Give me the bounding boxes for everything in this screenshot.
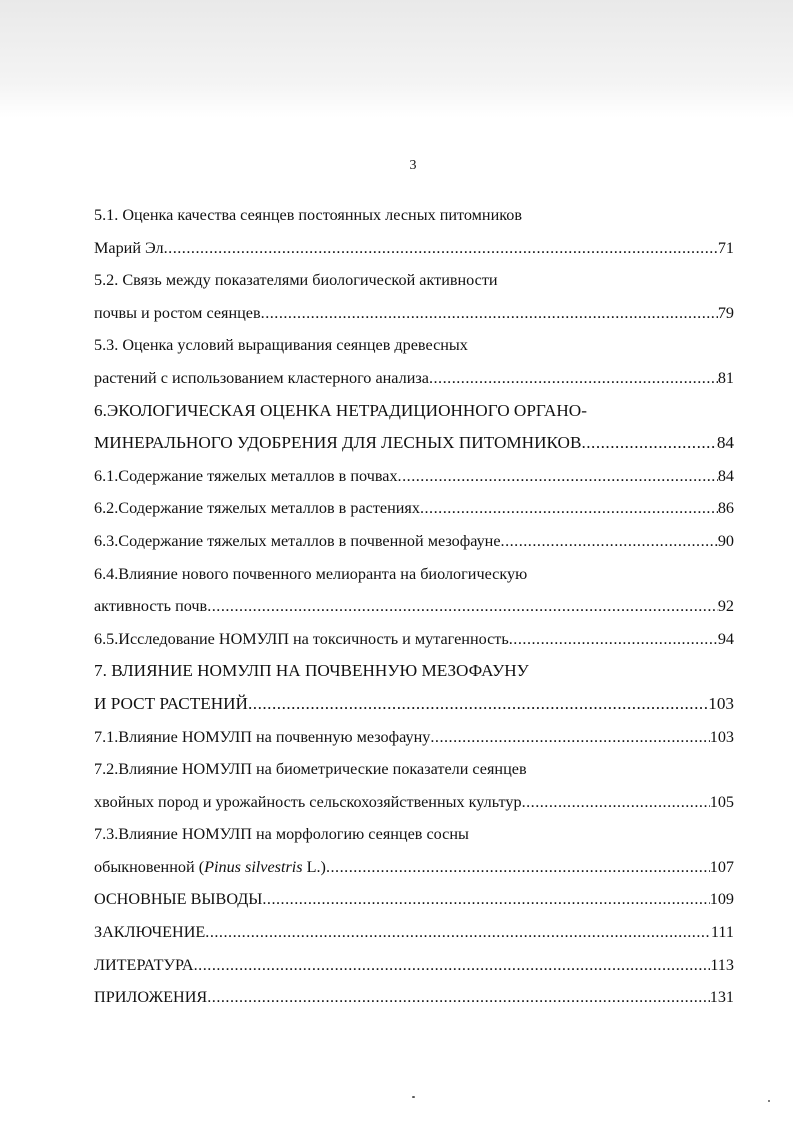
dot-leader	[429, 362, 718, 395]
dot-leader	[509, 623, 718, 656]
toc-line	[94, 297, 734, 330]
dot-leader	[262, 883, 709, 916]
toc-entry-text-before: обыкновенной (	[94, 857, 205, 876]
scan-speck	[768, 1100, 770, 1102]
toc-line	[94, 395, 734, 428]
toc-page-number: 84	[716, 433, 734, 453]
toc-entry-text	[94, 851, 326, 884]
toc-line	[94, 558, 734, 591]
toc-entry-text: ПРИЛОЖЕНИЯ	[94, 988, 208, 1007]
toc-line	[94, 916, 734, 949]
toc-line	[94, 753, 734, 786]
toc-entry-text: ЛИТЕРАТУРА	[94, 955, 194, 974]
toc-line	[94, 655, 734, 688]
page-number: 3	[409, 158, 417, 173]
toc-entry-text: хвойных пород и урожайность сельскохозяйственных культур	[94, 792, 522, 811]
dot-leader	[420, 492, 718, 525]
toc-entry-text: почвы и ростом сеянцев	[94, 303, 261, 322]
toc-entry-text: Марий Эл	[94, 238, 164, 257]
dot-leader	[398, 460, 718, 493]
toc-entry-text: 6.5.Исследование НОМУЛП на токсичность и мутагенность	[94, 629, 509, 648]
toc-page-number: 131	[709, 988, 734, 1007]
toc-entry-text: 7.3.Влияние НОМУЛП на морфологию сеянцев сосны	[94, 825, 469, 844]
latin-species-name: Pinus silvestris	[204, 857, 303, 876]
toc-page-number: 94	[717, 629, 734, 648]
toc-entry-text: 5.1. Оценка качества сеянцев постоянных лесных питомников	[94, 206, 523, 224]
toc-line	[94, 329, 734, 362]
toc-page-number: 105	[709, 792, 734, 811]
toc-line	[94, 883, 734, 916]
dot-leader	[207, 981, 710, 1014]
toc-entry-text: 5.3. Оценка условий выращивания сеянцев древесных	[94, 336, 468, 355]
toc-line	[94, 786, 734, 819]
toc-page-number: 71	[717, 238, 734, 257]
table-of-contents	[94, 199, 734, 1014]
toc-page-number: 90	[717, 531, 734, 550]
toc-page-number: 92	[717, 597, 734, 616]
toc-entry-text: растений с использованием кластерного анализа	[94, 368, 429, 387]
toc-page-number: 109	[709, 890, 734, 909]
toc-entry-text: 7. ВЛИЯНИЕ НОМУЛП НА ПОЧВЕННУЮ МЕЗОФАУНУ	[94, 661, 529, 681]
toc-entry-text: И РОСТ РАСТЕНИЙ	[94, 693, 248, 713]
toc-page-number: 113	[710, 955, 734, 974]
toc-line	[94, 721, 734, 754]
scan-speck	[412, 1096, 415, 1098]
toc-entry-text: 6.2.Содержание тяжелых металлов в растениях	[94, 499, 420, 518]
scan-shade	[0, 0, 793, 118]
toc-line	[94, 492, 734, 525]
dot-leader	[430, 721, 709, 754]
dot-leader	[261, 297, 718, 330]
dot-leader	[207, 590, 718, 623]
toc-line	[94, 851, 734, 884]
toc-line	[94, 427, 734, 460]
toc-line	[94, 525, 734, 558]
toc-entry-text-after: L.)	[302, 857, 326, 876]
toc-line	[94, 460, 734, 493]
dot-leader	[581, 427, 716, 460]
toc-entry-text: ОСНОВНЫЕ ВЫВОДЫ	[94, 890, 263, 909]
toc-entry-text: ЗАКЛЮЧЕНИЕ	[94, 923, 206, 942]
toc-entry-text: МИНЕРАЛЬНОГО УДОБРЕНИЯ ДЛЯ ЛЕСНЫХ ПИТОМНИКОВ	[94, 433, 582, 453]
toc-line	[94, 949, 734, 982]
toc-page-number: 84	[717, 466, 734, 485]
toc-entry-text: 7.1.Влияние НОМУЛП на почвенную мезофауну	[94, 727, 431, 746]
toc-page-number: 103	[708, 693, 734, 713]
toc-page-number: 107	[709, 857, 734, 876]
dot-leader	[164, 232, 718, 265]
toc-page-number: 79	[717, 303, 734, 322]
toc-entry-text: 6.4.Влияние нового почвенного мелиоранта на биологическую	[94, 564, 528, 583]
toc-page-number: 81	[717, 368, 734, 387]
toc-entry-text: 7.2.Влияние НОМУЛП на биометрические показатели сеянцев	[94, 760, 527, 779]
dot-leader	[522, 786, 710, 819]
toc-line	[94, 981, 734, 1014]
toc-line	[94, 818, 734, 851]
toc-page-number: 111	[710, 923, 734, 942]
dot-leader	[205, 916, 711, 949]
toc-line	[94, 688, 734, 721]
dot-leader	[194, 949, 711, 982]
toc-line	[94, 623, 734, 656]
toc-entry-text: 6.1.Содержание тяжелых металлов в почвах	[94, 466, 398, 485]
toc-line	[94, 264, 734, 297]
toc-line	[94, 590, 734, 623]
dot-leader	[248, 688, 708, 721]
toc-page-number: 86	[717, 499, 734, 518]
dot-leader	[501, 525, 718, 558]
toc-line	[94, 232, 734, 265]
toc-entry-text: 6.ЭКОЛОГИЧЕСКАЯ ОЦЕНКА НЕТРАДИЦИОННОГО ОРГАНО-	[94, 400, 587, 420]
toc-page-number: 103	[709, 727, 734, 746]
toc-line	[94, 362, 734, 395]
dot-leader	[326, 851, 710, 884]
toc-entry-text: 6.3.Содержание тяжелых металлов в почвенной мезофауне	[94, 531, 501, 550]
toc-entry-text: 5.2. Связь между показателями биологической активности	[94, 271, 498, 290]
toc-entry-text: активность почв	[94, 597, 208, 616]
toc-line	[94, 199, 734, 232]
